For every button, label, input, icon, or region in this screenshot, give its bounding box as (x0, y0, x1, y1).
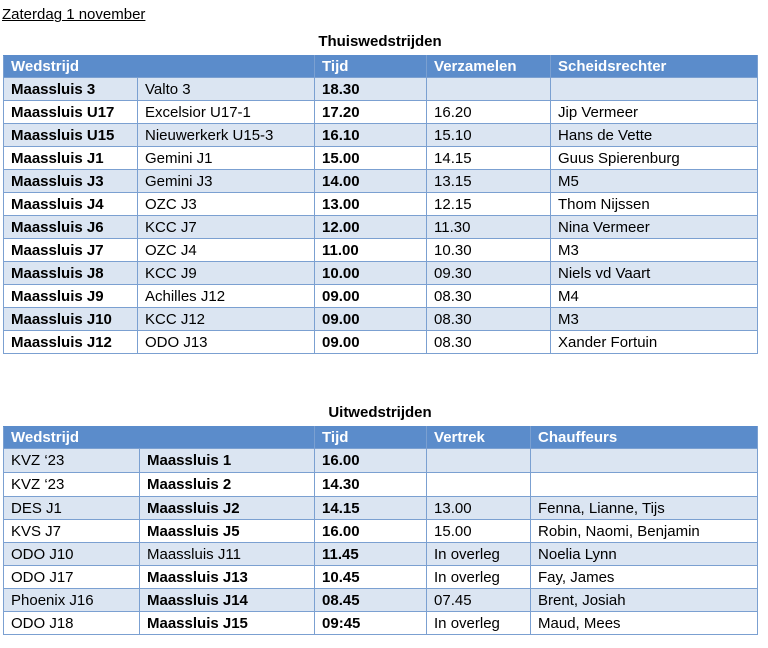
table-cell: Maassluis J5 (140, 520, 315, 543)
away-section-title: Uitwedstrijden (328, 404, 432, 421)
table-cell (531, 449, 758, 473)
table-cell: OZC J3 (138, 193, 315, 216)
table-cell: Phoenix J16 (4, 589, 140, 612)
table-cell: 15.10 (427, 124, 551, 147)
table-cell: 09.00 (315, 285, 427, 308)
table-row (4, 520, 758, 543)
table-cell (427, 473, 531, 497)
table-cell: Maassluis 3 (4, 78, 138, 101)
table-header-row (4, 427, 758, 449)
date-heading: Zaterdag 1 november (2, 6, 146, 23)
table-row (4, 308, 758, 331)
table-cell: 15.00 (315, 147, 427, 170)
table-cell: Maassluis J8 (4, 262, 138, 285)
table-cell: 14.15 (427, 147, 551, 170)
table-cell: 11.45 (315, 543, 427, 566)
table-cell: 14.30 (315, 473, 427, 497)
table-cell: Maassluis J14 (140, 589, 315, 612)
header-tijd: Tijd (315, 427, 427, 449)
table-row (4, 449, 758, 473)
header-wedstrijd: Wedstrijd (4, 427, 315, 449)
table-row (4, 78, 758, 101)
table-cell: 14.00 (315, 170, 427, 193)
table-cell: Thom Nijssen (551, 193, 758, 216)
table-cell: In overleg (427, 543, 531, 566)
table-cell: 14.15 (315, 497, 427, 520)
table-cell: Noelia Lynn (531, 543, 758, 566)
table-cell: 17.20 (315, 101, 427, 124)
table-row (4, 124, 758, 147)
table-cell: 10.00 (315, 262, 427, 285)
table-cell: ODO J17 (4, 566, 140, 589)
table-cell: 09.00 (315, 331, 427, 354)
table-cell (531, 473, 758, 497)
table-cell: KVZ ‘23 (4, 473, 140, 497)
table-cell: M4 (551, 285, 758, 308)
table-cell: M3 (551, 308, 758, 331)
home-table-body (4, 78, 758, 354)
table-cell: 08.30 (427, 308, 551, 331)
away-table-body (4, 449, 758, 635)
table-cell: Maassluis J15 (140, 612, 315, 635)
table-row (4, 589, 758, 612)
table-cell: Niels vd Vaart (551, 262, 758, 285)
table-cell: Maassluis J10 (4, 308, 138, 331)
table-row (4, 262, 758, 285)
table-row (4, 193, 758, 216)
table-cell: Fenna, Lianne, Tijs (531, 497, 758, 520)
table-cell: 13.00 (427, 497, 531, 520)
header-scheidsrechter: Scheidsrechter (551, 56, 758, 78)
table-row (4, 543, 758, 566)
table-row (4, 285, 758, 308)
table-cell: 08.30 (427, 285, 551, 308)
table-cell: DES J1 (4, 497, 140, 520)
table-cell: 11.00 (315, 239, 427, 262)
table-cell: Gemini J1 (138, 147, 315, 170)
table-cell: 16.00 (315, 449, 427, 473)
table-cell: Maassluis U15 (4, 124, 138, 147)
table-cell: Excelsior U17-1 (138, 101, 315, 124)
home-matches-table (3, 55, 758, 354)
table-cell: Maassluis J13 (140, 566, 315, 589)
table-cell: In overleg (427, 612, 531, 635)
table-cell (427, 78, 551, 101)
table-cell: Maassluis J11 (140, 543, 315, 566)
header-verzamelen: Verzamelen (427, 56, 551, 78)
table-cell: 13.00 (315, 193, 427, 216)
table-cell: 16.20 (427, 101, 551, 124)
table-row (4, 147, 758, 170)
table-cell: Brent, Josiah (531, 589, 758, 612)
table-cell: Xander Fortuin (551, 331, 758, 354)
table-cell: Hans de Vette (551, 124, 758, 147)
table-cell: Maassluis 2 (140, 473, 315, 497)
table-cell: KVS J7 (4, 520, 140, 543)
table-cell: 16.00 (315, 520, 427, 543)
table-row (4, 239, 758, 262)
table-cell: KVZ ‘23 (4, 449, 140, 473)
table-cell: Maassluis J6 (4, 216, 138, 239)
table-cell: 10.30 (427, 239, 551, 262)
table-cell: KCC J12 (138, 308, 315, 331)
table-cell: ODO J13 (138, 331, 315, 354)
table-cell: 09.30 (427, 262, 551, 285)
table-header-row (4, 56, 758, 78)
table-row (4, 497, 758, 520)
table-row (4, 612, 758, 635)
home-section-title: Thuiswedstrijden (318, 33, 442, 50)
table-cell: 12.00 (315, 216, 427, 239)
table-row (4, 101, 758, 124)
table-cell: OZC J4 (138, 239, 315, 262)
table-row (4, 216, 758, 239)
table-cell: Maassluis J7 (4, 239, 138, 262)
table-cell: Jip Vermeer (551, 101, 758, 124)
table-cell: Achilles J12 (138, 285, 315, 308)
table-cell: 15.00 (427, 520, 531, 543)
table-cell: 12.15 (427, 193, 551, 216)
table-cell: KCC J9 (138, 262, 315, 285)
header-tijd: Tijd (315, 56, 427, 78)
table-cell: ODO J18 (4, 612, 140, 635)
table-cell: Maassluis J9 (4, 285, 138, 308)
table-cell: 09.00 (315, 308, 427, 331)
table-cell: Maassluis J1 (4, 147, 138, 170)
header-wedstrijd: Wedstrijd (4, 56, 315, 78)
table-cell: Gemini J3 (138, 170, 315, 193)
table-cell: Maassluis J3 (4, 170, 138, 193)
table-row (4, 331, 758, 354)
table-cell: Robin, Naomi, Benjamin (531, 520, 758, 543)
table-cell: Maassluis J12 (4, 331, 138, 354)
table-cell (427, 449, 531, 473)
table-cell: 07.45 (427, 589, 531, 612)
table-row (4, 170, 758, 193)
table-cell: M3 (551, 239, 758, 262)
table-cell: 08.30 (427, 331, 551, 354)
table-cell: In overleg (427, 566, 531, 589)
table-cell: 08.45 (315, 589, 427, 612)
table-cell: ODO J10 (4, 543, 140, 566)
table-cell: 11.30 (427, 216, 551, 239)
table-cell: Maassluis J4 (4, 193, 138, 216)
table-cell (551, 78, 758, 101)
table-cell: Valto 3 (138, 78, 315, 101)
table-row (4, 566, 758, 589)
table-cell: Nieuwerkerk U15-3 (138, 124, 315, 147)
table-cell: 13.15 (427, 170, 551, 193)
table-cell: 16.10 (315, 124, 427, 147)
table-cell: Nina Vermeer (551, 216, 758, 239)
table-cell: Maud, Mees (531, 612, 758, 635)
table-cell: M5 (551, 170, 758, 193)
table-row (4, 473, 758, 497)
table-cell: 18.30 (315, 78, 427, 101)
header-vertrek: Vertrek (427, 427, 531, 449)
table-cell: Maassluis 1 (140, 449, 315, 473)
table-cell: Maassluis U17 (4, 101, 138, 124)
table-cell: 09:45 (315, 612, 427, 635)
table-cell: Guus Spierenburg (551, 147, 758, 170)
table-cell: Maassluis J2 (140, 497, 315, 520)
table-cell: 10.45 (315, 566, 427, 589)
away-matches-table (3, 426, 758, 635)
table-cell: Fay, James (531, 566, 758, 589)
table-cell: KCC J7 (138, 216, 315, 239)
header-chauffeurs: Chauffeurs (531, 427, 758, 449)
